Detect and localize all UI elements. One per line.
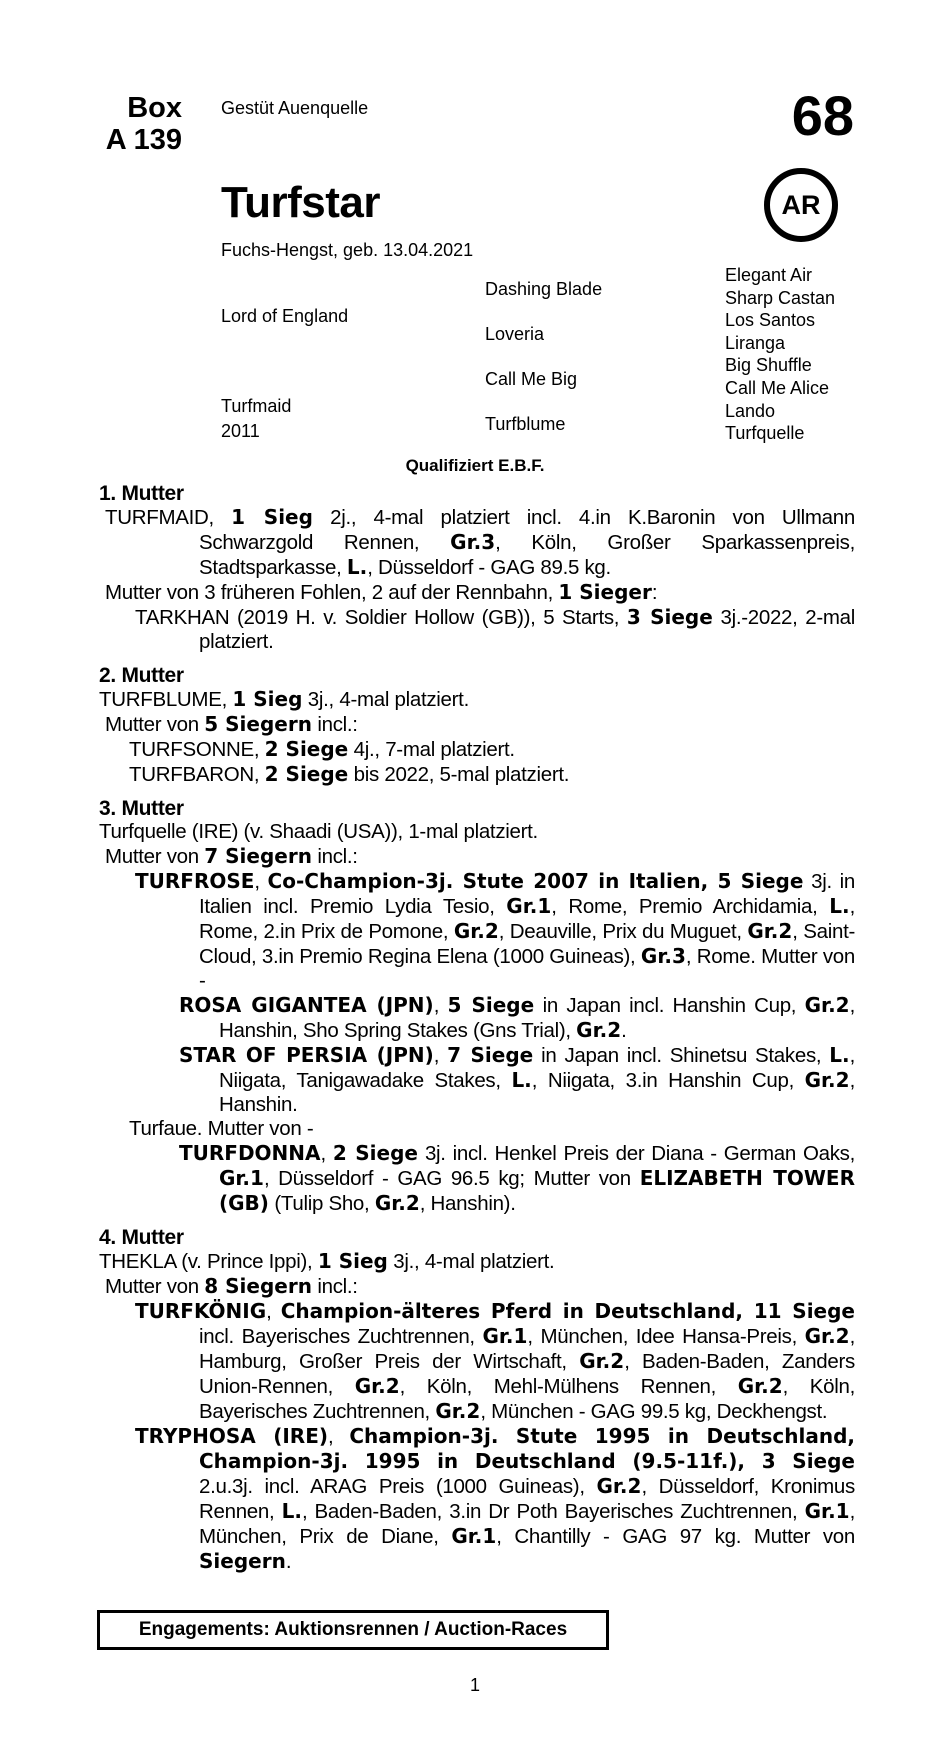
dam-1-section: [99, 482, 855, 654]
family-section: [99, 482, 855, 1574]
pedigree-great-grandparents: [725, 264, 835, 445]
produce-entry: Turfaue. Mutter von -: [129, 1117, 314, 1140]
dam-2-section: [99, 664, 855, 787]
pedigree-grandparent: Dashing Blade: [485, 279, 603, 299]
pedigree-great-grandparent: Lando: [725, 400, 776, 421]
dam-entry: TURFBLUME, 1 Sieg 3j., 4-mal platziert.: [99, 687, 469, 711]
engagements-label: Engagements: Auktionsrennen / Auction-Races: [138, 1619, 568, 1640]
dam-heading: 2. Mutter: [99, 664, 184, 687]
box-line2: A 139: [105, 124, 182, 156]
pedigree-dam: Turfmaid: [221, 396, 292, 416]
dam-3-section: [99, 797, 855, 1216]
dam-4-section: [99, 1226, 855, 1574]
ar-badge: [764, 168, 838, 242]
qualification: Qualifiziert E.B.F.: [405, 456, 545, 475]
dam-produce-summary: Mutter von 5 Siegern incl.:: [105, 712, 358, 736]
horse-name: Turfstar: [221, 178, 380, 227]
box-line1: Box: [127, 92, 182, 124]
produce-entry: TURFDONNA, 2 Siege 3j. incl. Henkel Preis der Diana - German Oaks, Gr.1, Düsseldorf - GAG 96.5 kg; Mutter von ELIZABETH TOWER (GB) (Tulip Sho, Gr.2, Hanshin).: [179, 1141, 855, 1215]
pedigree-great-grandparent: Turfquelle: [725, 423, 805, 444]
pedigree-dam-year: 2011: [221, 421, 260, 441]
produce-entry: TARKHAN (2019 H. v. Soldier Hollow (GB)), 5 Starts, 3 Siege 3j.-2022, 2-mal platziert.: [135, 605, 856, 653]
pedigree-great-grandparent: Sharp Castan: [725, 287, 836, 308]
dam-produce-summary: Mutter von 8 Siegern incl.:: [105, 1274, 358, 1298]
produce-entry: STAR OF PERSIA (JPN), 7 Siege in Japan incl. Shinetsu Stakes, L., Niigata, Tanigawadake Stakes, L., Niigata, 3.in Hanshin Cup, Gr.2, Hanshin.: [179, 1043, 855, 1116]
box-label: [100, 92, 182, 156]
pedigree-sire: Lord of England: [221, 306, 349, 326]
ar-badge-label: AR: [781, 189, 821, 220]
produce-entry: ROSA GIGANTEA (JPN), 5 Siege in Japan incl. Hanshin Cup, Gr.2, Hanshin, Sho Spring Stakes (Gns Trial), Gr.2.: [179, 993, 855, 1042]
pedigree-great-grandparent: Big Shuffle: [725, 355, 812, 376]
produce-entry: TURFROSE, Co-Champion-3j. Stute 2007 in Italien, 5 Siege 3j. in Italien incl. Premio Lydia Tesio, Gr.1, Rome, Premio Archidamia, L., Rome, 2.in Prix de Pomone, Gr.2, Deauville, Prix du Muguet, Gr.2, Saint-Cloud, 3.in Premio Regina Elena (1000 Guineas), Gr.3, Rome. Mutter von -: [135, 869, 856, 992]
pedigree-great-grandparent: Liranga: [725, 332, 786, 353]
produce-entry: TRYPHOSA (IRE), Champion-3j. Stute 1995 in Deutschland, Champion-3j. 1995 in Deutschland (9.5-11f.), 3 Siege 2.u.3j. incl. ARAG Preis (1000 Guineas), Gr.2, Düsseldorf, Kronimus Rennen, L., Baden-Baden, 3.in Dr Poth Bayerisches Zuchtrennen, Gr.1, München, Prix de Diane, Gr.1, Chantilly - GAG 97 kg. Mutter von Siegern.: [135, 1424, 856, 1573]
produce-entry: TURFSONNE, 2 Siege 4j., 7-mal platziert.: [129, 737, 515, 761]
produce-entry: TURFBARON, 2 Siege bis 2022, 5-mal platziert.: [129, 762, 570, 786]
dam-heading: 1. Mutter: [99, 482, 184, 505]
dam-heading: 4. Mutter: [99, 1226, 184, 1249]
pedigree-great-grandparent: Call Me Alice: [725, 377, 830, 398]
pedigree-grandparent: Turfblume: [485, 414, 566, 434]
dam-entry: Turfquelle (IRE) (v. Shaadi (USA)), 1-mal platziert.: [99, 820, 538, 843]
dam-entry: TURFMAID, 1 Sieg 2j., 4-mal platziert incl. 4.in K.Baronin von Ullmann Schwarzgold Rennen, Gr.3, Köln, Großer Sparkassenpreis, Stadtsparkasse, L., Düsseldorf - GAG 89.5 kg.: [105, 505, 855, 579]
dam-heading: 3. Mutter: [99, 797, 184, 820]
page-number: 1: [469, 1675, 480, 1695]
pedigree-great-grandparent: Elegant Air: [725, 265, 813, 285]
produce-entry: TURFKÖNIG, Champion-älteres Pferd in Deutschland, 11 Siege incl. Bayerisches Zuchtrennen, Gr.1, München, Idee Hansa-Preis, Gr.2, Hamburg, Großer Preis der Wirtschaft, Gr.2, Baden-Baden, Zanders Union-Rennen, Gr.2, Köln, Mehl-Mülhens Rennen, Gr.2, Köln, Bayerisches Zuchtrennen, Gr.2, München - GAG 99.5 kg, Deckhengst.: [135, 1299, 855, 1423]
catalogue-number: 68: [791, 84, 854, 147]
pedigree-grandparent: Loveria: [485, 324, 545, 344]
pedigree-grandparent: Call Me Big: [485, 369, 578, 389]
pedigree-great-grandparent: Los Santos: [725, 310, 816, 331]
sex-birth: Fuchs-Hengst, geb. 13.04.2021: [221, 240, 474, 260]
engagements-box: [97, 1610, 609, 1650]
stud-name: Gestüt Auenquelle: [221, 98, 369, 118]
dam-produce-summary: Mutter von 7 Siegern incl.:: [105, 844, 358, 868]
dam-produce-summary: Mutter von 3 früheren Fohlen, 2 auf der Rennbahn, 1 Sieger:: [105, 580, 658, 604]
dam-entry: THEKLA (v. Prince Ippi), 1 Sieg 3j., 4-mal platziert.: [99, 1249, 555, 1273]
